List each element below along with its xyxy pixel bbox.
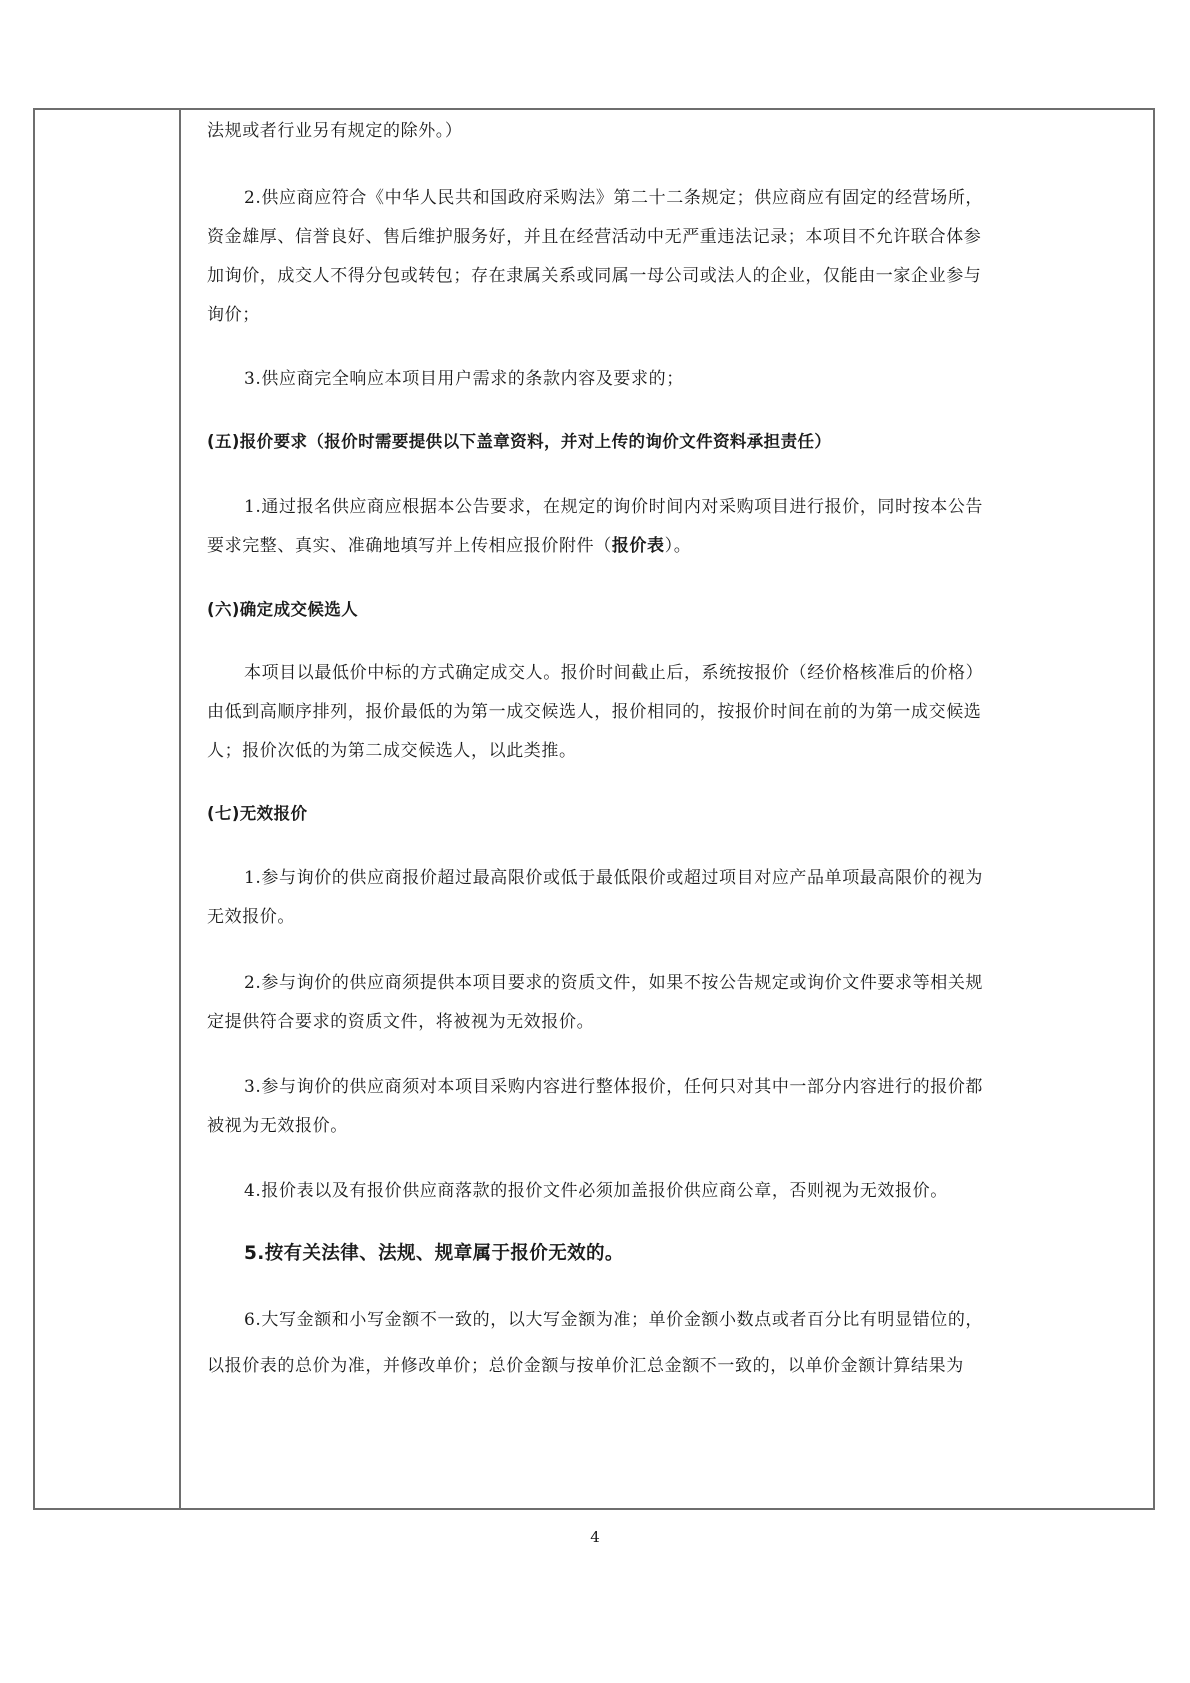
- paragraph-line: [207, 535, 1129, 557]
- paragraph-line: 无效报价。: [207, 907, 295, 927]
- paragraph-line: 4.报价表以及有报价供应商落款的报价文件必须加盖报价供应商公章，否则视为无效报价。: [244, 1181, 948, 1201]
- paragraph-line: 2.供应商应符合《中华人民共和国政府采购法》第二十二条规定；供应商应有固定的经营场所，: [244, 188, 984, 208]
- quote-form-emphasis: 报价表: [611, 536, 665, 556]
- section-heading-quote-requirements: (五)报价要求（报价时需要提供以下盖章资料，并对上传的询价文件资料承担责任）: [207, 432, 832, 451]
- paragraph-line: 1.参与询价的供应商报价超过最高限价或低于最低限价或超过项目对应产品单项最高限价的视为: [244, 868, 984, 888]
- document-table: [33, 108, 1155, 1510]
- paragraph-line: 以报价表的总价为准，并修改单价；总价金额与按单价汇总金额不一致的，以单价金额计算结果为: [207, 1356, 964, 1376]
- paragraph-line: 询价；: [207, 305, 260, 325]
- table-left-column: [35, 110, 181, 1508]
- page-number: 4: [590, 1528, 600, 1546]
- paragraph-line: 定提供符合要求的资质文件，将被视为无效报价。: [207, 1012, 595, 1032]
- paragraph-line: 3.参与询价的供应商须对本项目采购内容进行整体报价，任何只对其中一部分内容进行的报价都: [244, 1077, 984, 1097]
- paragraph-line: 资金雄厚、信誉良好、售后维护服务好，并且在经营活动中无严重违法记录；本项目不允许联合体参: [207, 227, 982, 247]
- section-heading-winning-candidate: (六)确定成交候选人: [207, 600, 359, 619]
- paragraph-line: 人；报价次低的为第二成交候选人，以此类推。: [207, 741, 577, 761]
- paragraph-line: 本项目以最低价中标的方式确定成交人。报价时间截止后，系统按报价（经价格核准后的价格）: [244, 663, 984, 683]
- paragraph-line: 2.参与询价的供应商须提供本项目要求的资质文件，如果不按公告规定或询价文件要求等相关规: [244, 973, 984, 993]
- paragraph-text: 要求完整、真实、准确地填写并上传相应报价附件（: [207, 536, 612, 556]
- section-heading-invalid-quotes: (七)无效报价: [207, 804, 308, 823]
- paragraph-line: 加询价，成交人不得分包或转包；存在隶属关系或同属一母公司或法人的企业，仅能由一家企业参与: [207, 266, 982, 286]
- paragraph-line: 3.供应商完全响应本项目用户需求的条款内容及要求的；: [244, 369, 684, 389]
- paragraph-line: 法规或者行业另有规定的除外。）: [207, 121, 463, 141]
- paragraph-line: 由低到高顺序排列，报价最低的为第一成交候选人，报价相同的，按报价时间在前的为第一成交候选: [207, 702, 982, 722]
- paragraph-line: 6.大写金额和小写金额不一致的，以大写金额为准；单价金额小数点或者百分比有明显错位的，: [244, 1310, 984, 1330]
- paragraph-line: 被视为无效报价。: [207, 1116, 348, 1136]
- emphasized-invalid-rule: 5.按有关法律、法规、规章属于报价无效的。: [244, 1243, 624, 1264]
- paragraph-line: 1.通过报名供应商应根据本公告要求，在规定的询价时间内对采购项目进行报价，同时按本公告: [244, 497, 984, 517]
- paragraph-text: ）。: [664, 536, 692, 556]
- table-content-cell: [203, 110, 1153, 1508]
